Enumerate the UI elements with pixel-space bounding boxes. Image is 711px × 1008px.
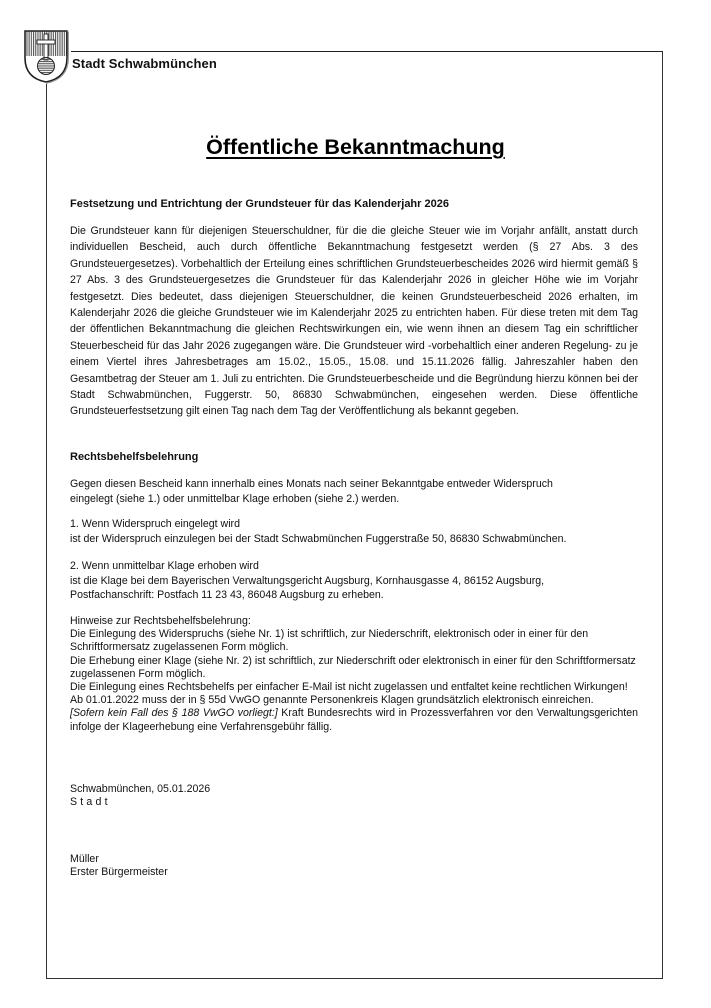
page-title: Öffentliche Bekanntmachung	[206, 135, 505, 159]
section-grundsteuer	[70, 198, 638, 210]
item-2-title: 2. Wenn unmittelbar Klage erhoben wird	[70, 560, 259, 572]
coat-of-arms-icon	[22, 28, 70, 84]
rechtsbehelf-intro	[70, 477, 638, 506]
note-1: Die Einlegung des Widerspruchs (siehe Nr. 1) ist schriftlich, zur Niederschrift, elektronisch oder in einer für den Schriftformersatz zugelassenen Form möglich.	[70, 628, 589, 654]
grundsteuer-paragraph: Die Grundsteuer kann für diejenigen Steuerschuldner, für die die gleiche Steuer wie im Vorjahr anfällt, anstatt durch individuellen Bescheid, auch durch öffentliche Bekanntmachung festgesetzt werden (§ 27 Abs. 3 des Grundsteuergesetzes). Vorbehaltlich der Erteilung eines schriftlichen Grundsteuerbescheides 2026 wird hiermit gemäß § 27 Abs. 3 des Grundsteuergesetzes die Grundsteuer für das Kalenderjahr 2026 in gleicher Höhe wie im Vorjahr festgesetzt. Dies bedeutet, dass diejenigen Steuerschuldner, die keinen Grundsteuerbescheid 2026 erhalten, im Kalenderjahr 2026 die gleiche Grundsteuer wie im Kalenderjahr 2025 zu entrichten haben. Für diese treten mit dem Tag der öffentlichen Bekanntmachung die gleichen Rechtswirkungen ein, wie wenn ihnen an diesem Tag ein schriftlicher Steuerbescheid für das Jahr 2026 zugegangen wäre. Die Grundsteuer wird -vorbehaltlich einer anderen Regelung- zu je einem Viertel ihres Jahresbetrages am 15.02., 15.05., 15.08. und 15.11.2026 fällig. Jahreszahler haben den Gesamtbetrag der Steuer am 1. Juli zu entrichten. Die Grundsteuerbescheide und die Begründung hierzu können bei der Stadt Schwabmünchen, Fuggerstr. 50, 86830 Schwabmünchen, eingesehen werden. Diese öffentliche Grundsteuerfestsetzung gilt einen Tag nach dem Tag der Veröffentlichung als bekannt gegeben.	[70, 225, 638, 418]
rechtsbehelf-item-2	[70, 559, 638, 603]
note-2: Die Erhebung einer Klage (siehe Nr. 2) ist schriftlich, zur Niederschrift oder elektronisch in einer für den Schriftformersatz zugelassenen Form möglich.	[70, 654, 636, 680]
signatory-role: Erster Bürgermeister	[70, 866, 168, 879]
hinweise-section	[70, 615, 638, 734]
intro-line-1: Gegen diesen Bescheid kann innerhalb eines Monats nach seiner Bekanntgabe entweder Widerspruch	[70, 478, 553, 490]
note-5-text: Kraft Bundesrechts wird in Prozessverfahren vor den Verwaltungsgerichten infolge der Klageerhebung eine Verfahrensgebühr fällig.	[70, 707, 638, 733]
signatory	[70, 853, 638, 879]
section-heading-rechtsbehelf: Rechtsbehelfsbelehrung	[70, 451, 199, 463]
signatory-name: Müller	[70, 853, 99, 865]
issuer: Stadt	[70, 796, 111, 809]
header-rule	[71, 51, 663, 52]
note-4: Ab 01.01.2022 muss der in § 55d VwGO genannte Personenkreis Klagen grundsätzlich elektronisch einreichen.	[70, 694, 594, 707]
signature-block	[70, 783, 638, 809]
section-rechtsbehelf	[70, 451, 638, 463]
section-heading-grundsteuer: Festsetzung und Entrichtung der Grundsteuer für das Kalenderjahr 2026	[70, 198, 449, 210]
item-2-text-line-2: Postfachanschrift: Postfach 11 23 43, 86048 Augsburg zu erheben.	[70, 589, 384, 602]
section-grundsteuer-body	[70, 223, 638, 420]
rechtsbehelf-item-1	[70, 517, 638, 546]
place-date: Schwabmünchen, 05.01.2026	[70, 783, 211, 795]
item-1-text: ist der Widerspruch einzulegen bei der Stadt Schwabmünchen Fuggerstraße 50, 86830 Schwabmünchen.	[70, 532, 567, 545]
intro-line-2: eingelegt (siehe 1.) oder unmittelbar Klage erhoben (siehe 2.) werden.	[70, 492, 400, 505]
organization-name: Stadt Schwabmünchen	[72, 56, 217, 71]
item-2-text-line-1: ist die Klage bei dem Bayerischen Verwaltungsgericht Augsburg, Kornhausgasse 4, 86152 Augsburg,	[70, 574, 545, 587]
note-3: Die Einlegung eines Rechtsbehelfs per einfacher E-Mail ist nicht zugelassen und entfaltet keine rechtlichen Wirkungen!	[70, 681, 628, 694]
hinweise-heading: Hinweise zur Rechtsbehelfsbelehrung:	[70, 615, 251, 627]
document-border	[46, 51, 663, 979]
note-5-condition: [Sofern kein Fall des § 188 VwGO vorliegt:]	[70, 707, 278, 720]
item-1-title: 1. Wenn Widerspruch eingelegt wird	[70, 518, 240, 530]
note-5	[70, 707, 638, 733]
